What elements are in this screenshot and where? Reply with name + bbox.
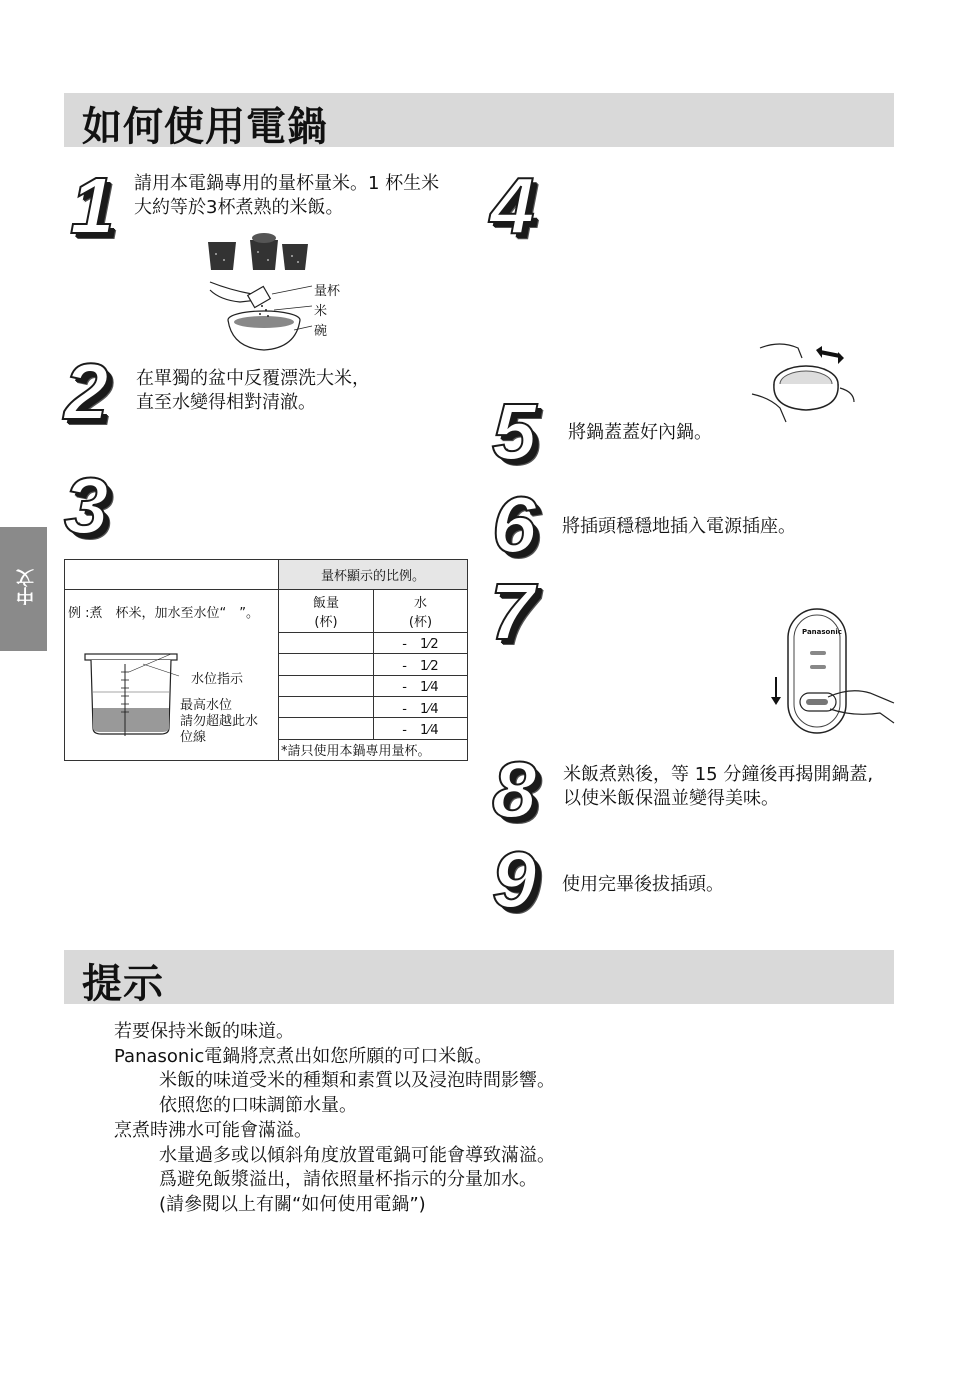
step-number-1: 1 (70, 161, 115, 250)
section-header-how-to-use (64, 93, 894, 150)
inner-pot-diagram (81, 652, 181, 752)
language-tab-label: 中文 (16, 569, 37, 605)
tip-line: Panasonic電鍋將烹煮出如您所願的可口米飯。 (114, 1045, 493, 1067)
table-example-text: 例 :煮 杯米，加水至水位“ ”。 (68, 606, 259, 621)
col-water-header: 水 (杯) (374, 590, 468, 633)
step-number-3: 3 (64, 461, 109, 550)
step-number-9: 9 (492, 835, 537, 924)
table-note: *請只使用本鍋專用量杯。 (279, 739, 468, 760)
table-header: 量杯顯示的比例。 (279, 560, 468, 590)
step-number-8: 8 (492, 745, 537, 834)
step-2-text: 在單獨的盆中反覆漂洗大米， 直至水變得相對清澈。 (136, 368, 370, 413)
tip-line: 依照您的口味調節水量。 (159, 1095, 357, 1117)
step-5-text: 將鍋蓋蓋好內鍋。 (568, 422, 712, 443)
section-title: 如何使用電鍋 (82, 104, 328, 150)
step-number-6: 6 (492, 480, 537, 569)
water-value: - 1⁄4 (374, 696, 468, 717)
tip-line: 若要保持米飯的味道。 (114, 1021, 294, 1042)
water-ratio-table (64, 559, 468, 761)
water-value: - 1⁄4 (374, 718, 468, 739)
brand-logo-text: Panasonic (802, 628, 842, 636)
tip-line: 米飯的味道受米的種類和素質以及浸泡時間影響。 (159, 1070, 555, 1092)
tip-line: (請參閱以上有關“如何使用電鍋”) (159, 1193, 426, 1215)
language-tab (0, 527, 47, 651)
cooker-switch-illustration (770, 605, 900, 735)
step-9-text: 使用完畢後拔插頭。 (562, 874, 724, 895)
step-1-text: 請用本電鍋專用的量杯量米。1 杯生米 大約等於3杯煮熟的米飯。 (134, 173, 440, 218)
section-header-tips (64, 950, 894, 1007)
step-number-4: 4 (490, 161, 535, 250)
water-value: - 1⁄2 (374, 632, 468, 653)
tip-line: 水量過多或以傾斜角度放置電鍋可能會導致滿溢。 (159, 1144, 555, 1166)
water-value: - 1⁄2 (374, 654, 468, 675)
step-6-text: 將插頭穩穩地插入電源插座。 (562, 516, 796, 537)
step-8-text: 米飯煮熟後，等 15 分鐘後再揭開鍋蓋, 以使米飯保溫並變得美味。 (563, 764, 874, 809)
section-title: 提示 (82, 961, 164, 1007)
label-max-level: 最高水位 請勿超越此水 位線 (180, 698, 259, 745)
step-number-7: 7 (490, 567, 535, 656)
label-cup: 量杯 (314, 284, 341, 299)
lid-illustration (750, 338, 860, 428)
tips-list (114, 1020, 555, 1218)
step-number-5: 5 (492, 387, 537, 476)
tip-line: 爲避免飯漿溢出，請依照量杯指示的分量加水。 (159, 1169, 537, 1191)
label-rice: 米 (314, 304, 328, 319)
tip-line: 烹煮時沸水可能會滿溢。 (114, 1119, 312, 1141)
step-number-2: 2 (64, 347, 109, 436)
col-rice-header: 飯量 (杯) (279, 590, 374, 633)
water-value: - 1⁄4 (374, 675, 468, 696)
table-diagram-cell (65, 590, 279, 761)
label-water-level: 水位指示 (191, 672, 244, 687)
label-bowl: 碗 (314, 324, 328, 339)
